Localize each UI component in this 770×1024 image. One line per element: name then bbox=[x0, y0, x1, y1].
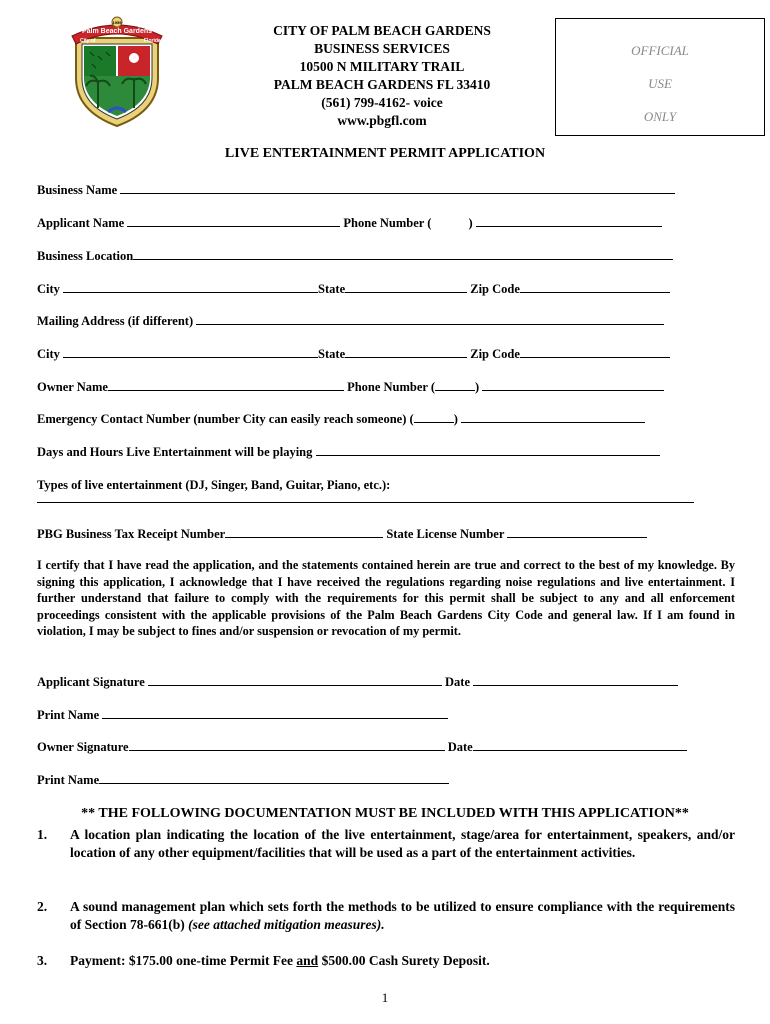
requirement-item bbox=[37, 898, 735, 936]
letterhead bbox=[222, 22, 542, 130]
row-tax-license bbox=[37, 524, 647, 542]
print-name-field[interactable] bbox=[102, 705, 448, 719]
applicant-name-label: Applicant Name bbox=[37, 216, 125, 230]
owner-area-code-field[interactable] bbox=[435, 377, 475, 391]
row-owner-signature bbox=[37, 737, 687, 755]
use-label: USE bbox=[648, 76, 672, 91]
documentation-heading: ** THE FOLLOWING DOCUMENTATION MUST BE INCLUDED WITH THIS APPLICATION** bbox=[81, 806, 689, 821]
official-use-box bbox=[555, 18, 765, 136]
mailing-zip-field[interactable] bbox=[520, 344, 670, 358]
requirement-number: 3. bbox=[37, 953, 48, 968]
row-business-location bbox=[37, 246, 673, 264]
types-field[interactable] bbox=[37, 502, 694, 503]
row-emergency bbox=[37, 409, 645, 427]
owner-phone-field[interactable] bbox=[482, 377, 664, 391]
applicant-signature-label: Applicant Signature bbox=[37, 675, 145, 689]
city-label: City bbox=[37, 282, 60, 296]
print-name-label: Print Name bbox=[37, 773, 100, 787]
svg-text:1959: 1959 bbox=[112, 20, 122, 25]
requirement-text: A location plan indicating the location of the live entertainment, stage/area for entertainment, speakers, and/or location of any other equipment/facilities that will be used as a part of the entertainment activities. bbox=[70, 827, 735, 860]
form-title: LIVE ENTERTAINMENT PERMIT APPLICATION bbox=[224, 146, 546, 161]
days-hours-field[interactable] bbox=[316, 442, 660, 456]
business-name-label: Business Name bbox=[37, 183, 118, 197]
zip-label: Zip Code bbox=[470, 282, 520, 296]
letterhead-city: CITY OF PALM BEACH GARDENS bbox=[273, 23, 491, 38]
svg-text:Palm Beach Gardens: Palm Beach Gardens bbox=[81, 28, 153, 35]
row-days-hours bbox=[37, 442, 660, 460]
state-label: State bbox=[318, 282, 346, 296]
letterhead-website: www.pbgfl.com bbox=[337, 113, 427, 128]
owner-signature-label: Owner Signature bbox=[37, 740, 129, 754]
phone-number-field[interactable] bbox=[476, 213, 662, 227]
city-field[interactable] bbox=[63, 279, 318, 293]
and-underlined: and bbox=[296, 953, 319, 968]
row-city-state-zip-1 bbox=[37, 279, 670, 297]
phone-paren-close: ) bbox=[468, 216, 473, 230]
business-location-label: Business Location bbox=[37, 249, 134, 263]
row-applicant-signature bbox=[37, 672, 678, 690]
row-mailing-address bbox=[37, 311, 664, 329]
owner-name-field[interactable] bbox=[108, 377, 344, 391]
letterhead-phone: (561) 799-4162- voice bbox=[321, 95, 443, 110]
state-license-field[interactable] bbox=[507, 524, 647, 538]
business-location-field[interactable] bbox=[133, 246, 673, 260]
city-label: City bbox=[37, 347, 60, 361]
date-label: Date bbox=[447, 740, 473, 754]
mailing-address-label: Mailing Address (if different) bbox=[37, 314, 194, 328]
row-owner bbox=[37, 377, 664, 395]
mailing-city-field[interactable] bbox=[63, 344, 318, 358]
applicant-date-field[interactable] bbox=[473, 672, 678, 686]
requirement-text: A sound management plan which sets forth the methods to be utilized to ensure compliance with the requirements of Section 78-661(b) (see attached mitigation measures). bbox=[70, 899, 735, 932]
row-city-state-zip-2 bbox=[37, 344, 670, 362]
mailing-address-field[interactable] bbox=[196, 311, 664, 325]
requirement-item bbox=[37, 826, 735, 882]
svg-text:Florida: Florida bbox=[144, 38, 161, 44]
applicant-signature-field[interactable] bbox=[148, 672, 442, 686]
letterhead-street: 10500 N MILITARY TRAIL bbox=[299, 59, 465, 74]
page-number: 1 bbox=[381, 990, 389, 1005]
owner-print-name-field[interactable] bbox=[99, 770, 449, 784]
owner-signature-field[interactable] bbox=[129, 737, 445, 751]
owner-phone-label: Phone Number ( bbox=[347, 380, 436, 394]
emergency-area-code-field[interactable] bbox=[414, 409, 454, 423]
row-types bbox=[37, 476, 390, 494]
types-label: Types of live entertainment (DJ, Singer, Band, Guitar, Piano, etc.): bbox=[37, 478, 391, 492]
row-print-name-1 bbox=[37, 705, 448, 723]
only-label: ONLY bbox=[643, 109, 677, 124]
row-print-name-2 bbox=[37, 770, 449, 788]
state-label: State bbox=[318, 347, 346, 361]
row-business-name bbox=[37, 180, 675, 198]
requirement-number: 2. bbox=[37, 899, 48, 914]
days-hours-label: Days and Hours Live Entertainment will be playing bbox=[37, 445, 313, 459]
owner-phone-paren: ) bbox=[475, 380, 480, 394]
tax-receipt-field[interactable] bbox=[225, 524, 383, 538]
official-label: OFFICIAL bbox=[631, 43, 689, 58]
zip-label: Zip Code bbox=[470, 347, 520, 361]
phone-number-label: Phone Number ( bbox=[343, 216, 432, 230]
requirement-item bbox=[37, 952, 735, 970]
letterhead-dept: BUSINESS SERVICES bbox=[314, 41, 450, 56]
svg-text:City of: City of bbox=[80, 38, 96, 44]
tax-receipt-label: PBG Business Tax Receipt Number bbox=[37, 527, 226, 541]
emergency-label: Emergency Contact Number (number City can easily reach someone) ( bbox=[37, 412, 414, 426]
row-applicant bbox=[37, 213, 662, 231]
emergency-phone-field[interactable] bbox=[461, 409, 645, 423]
requirement-number: 1. bbox=[37, 827, 48, 842]
emergency-paren: ) bbox=[453, 412, 458, 426]
zip-field[interactable] bbox=[520, 279, 670, 293]
applicant-name-field[interactable] bbox=[127, 213, 340, 227]
state-field[interactable] bbox=[345, 279, 467, 293]
mailing-state-field[interactable] bbox=[345, 344, 467, 358]
certification-statement: I certify that I have read the application, and the statements contained herein are true and correct to the best of my knowledge. By signing this application, I acknowledge that I have received the regulations regarding noise regulations and live entertainment. I further understand that failure to comply with the requirements for this permit shall be subject to any and all enforcement proceedings consistent with the applicable provisions of the Palm Beach Gardens City Code and general law. If I am found in violation, I may be subject to fines and/or suspension or revocation of my permit. bbox=[37, 558, 735, 638]
state-license-label: State License Number bbox=[386, 527, 505, 541]
letterhead-citystate: PALM BEACH GARDENS FL 33410 bbox=[273, 77, 491, 92]
requirement-text: Payment: $175.00 one-time Permit Fee and $500.00 Cash Surety Deposit. bbox=[70, 953, 490, 968]
city-seal-logo bbox=[68, 16, 166, 128]
business-name-field[interactable] bbox=[120, 180, 675, 194]
date-label: Date bbox=[445, 675, 471, 689]
owner-date-field[interactable] bbox=[473, 737, 687, 751]
mitigation-note: (see attached mitigation measures). bbox=[188, 917, 385, 932]
print-name-label: Print Name bbox=[37, 708, 100, 722]
owner-name-label: Owner Name bbox=[37, 380, 108, 394]
